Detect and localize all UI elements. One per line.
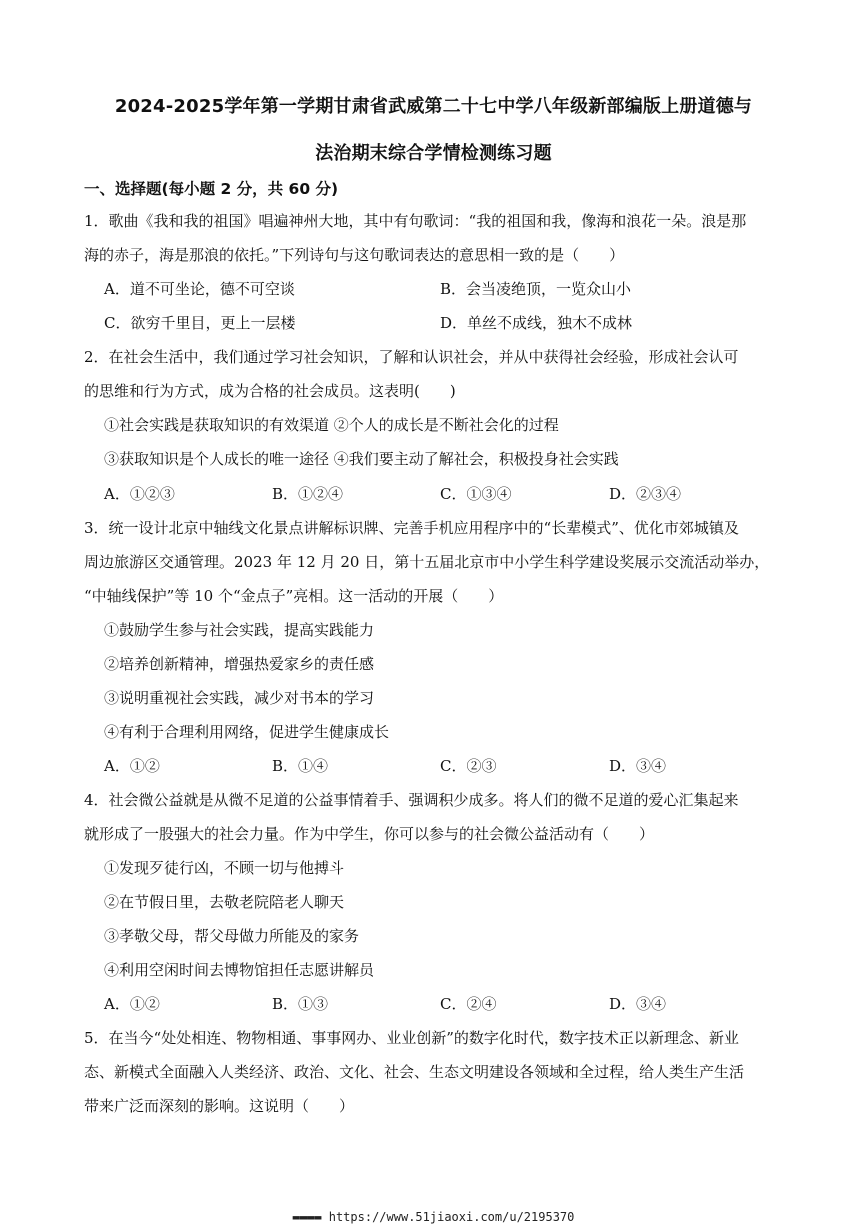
exam-title-line-2: 法治期末综合学情检测练习题 bbox=[315, 143, 552, 164]
question-2-option-b: B．①②④ bbox=[272, 485, 344, 503]
question-3-line-1: 3．统一设计北京中轴线文化景点讲解标识牌、完善手机应用程序中的“长辈模式”、优化市郊城镇及 bbox=[84, 519, 739, 537]
section-heading: 一、选择题(每小题 2 分，共 60 分) bbox=[84, 180, 339, 198]
question-1-line-1: 1．歌曲《我和我的祖国》唱遍神州大地，其中有句歌词：“我的祖国和我，像海和浪花一朵。浪是那 bbox=[84, 212, 747, 230]
question-3-statement-1: ①鼓励学生参与社会实践，提高实践能力 bbox=[104, 621, 375, 639]
question-1-option-b: B．会当凌绝顶，一览众山小 bbox=[440, 280, 632, 298]
question-4-statement-4: ④利用空闲时间去博物馆担任志愿讲解员 bbox=[104, 961, 375, 979]
question-3-option-c: C．②③ bbox=[440, 757, 497, 775]
question-3-statement-4: ④有利于合理利用网络，促进学生健康成长 bbox=[104, 723, 390, 741]
question-2-statements-2: ③获取知识是个人成长的唯一途径 ④我们要主动了解社会，积极投身社会实践 bbox=[104, 450, 619, 468]
question-2-option-c: C．①③④ bbox=[440, 485, 512, 503]
question-4-option-a: A．①② bbox=[104, 995, 160, 1013]
question-5-line-3: 带来广泛而深刻的影响。这说明（ ） bbox=[84, 1097, 355, 1115]
question-3-line-2: 周边旅游区交通管理。2023 年 12 月 20 日，第十五届北京市中小学生科学建设奖展示交流活动举办， bbox=[84, 553, 770, 571]
exam-title-line-1: 2024-2025学年第一学期甘肃省武威第二十七中学八年级新部编版上册道德与 bbox=[114, 96, 753, 117]
question-4-option-b: B．①③ bbox=[272, 995, 329, 1013]
question-3-line-3: “中轴线保护”等 10 个“金点子”亮相。这一活动的开展（ ） bbox=[84, 587, 504, 605]
question-5-line-1: 5．在当今“处处相连、物物相通、事事网办、业业创新”的数字化时代，数字技术正以新理念、新业 bbox=[84, 1029, 739, 1047]
question-2-line-2: 的思维和行为方式，成为合格的社会成员。这表明( ) bbox=[84, 382, 456, 400]
question-4-line-1: 4．社会微公益就是从微不足道的公益事情着手、强调积少成多。将人们的微不足道的爱心汇集起来 bbox=[84, 791, 739, 809]
question-1-option-a: A．道不可坐论，德不可空谈 bbox=[104, 280, 295, 298]
question-1-line-2: 海的赤子，海是那浪的依托。”下列诗句与这句歌词表达的意思相一致的是（ ） bbox=[84, 246, 625, 264]
question-2-option-d: D．②③④ bbox=[609, 485, 682, 503]
question-3-statement-2: ②培养创新精神，增强热爱家乡的责任感 bbox=[104, 655, 375, 673]
question-1-option-c: C．欲穷千里目，更上一层楼 bbox=[104, 314, 296, 332]
question-3-option-d: D．③④ bbox=[609, 757, 667, 775]
question-3-statement-3: ③说明重视社会实践，减少对书本的学习 bbox=[104, 689, 375, 707]
question-4-option-d: D．③④ bbox=[609, 995, 667, 1013]
question-5-line-2: 态、新模式全面融入人类经济、政治、文化、社会、生态文明建设各领域和全过程，给人类生产生活 bbox=[84, 1063, 745, 1081]
question-4-statement-1: ①发现歹徒行凶，不顾一切与他搏斗 bbox=[104, 859, 345, 877]
question-4-option-c: C．②④ bbox=[440, 995, 497, 1013]
question-4-line-2: 就形成了一股强大的社会力量。作为中学生，你可以参与的社会微公益活动有（ ） bbox=[84, 825, 655, 843]
question-3-option-a: A．①② bbox=[104, 757, 160, 775]
question-1-option-d: D．单丝不成线，独木不成林 bbox=[440, 314, 633, 332]
question-3-option-b: B．①④ bbox=[272, 757, 329, 775]
footer-watermark-url: ▬▬▬▬ https://www.51jiaoxi.com/u/2195370 bbox=[292, 1210, 575, 1224]
question-4-statement-3: ③孝敬父母，帮父母做力所能及的家务 bbox=[104, 927, 360, 945]
question-2-statements-1: ①社会实践是获取知识的有效渠道 ②个人的成长是不断社会化的过程 bbox=[104, 416, 559, 434]
question-2-option-a: A．①②③ bbox=[104, 485, 175, 503]
question-2-line-1: 2．在社会生活中，我们通过学习社会知识，了解和认识社会，并从中获得社会经验，形成社会认可 bbox=[84, 348, 739, 366]
question-4-statement-2: ②在节假日里，去敬老院陪老人聊天 bbox=[104, 893, 345, 911]
